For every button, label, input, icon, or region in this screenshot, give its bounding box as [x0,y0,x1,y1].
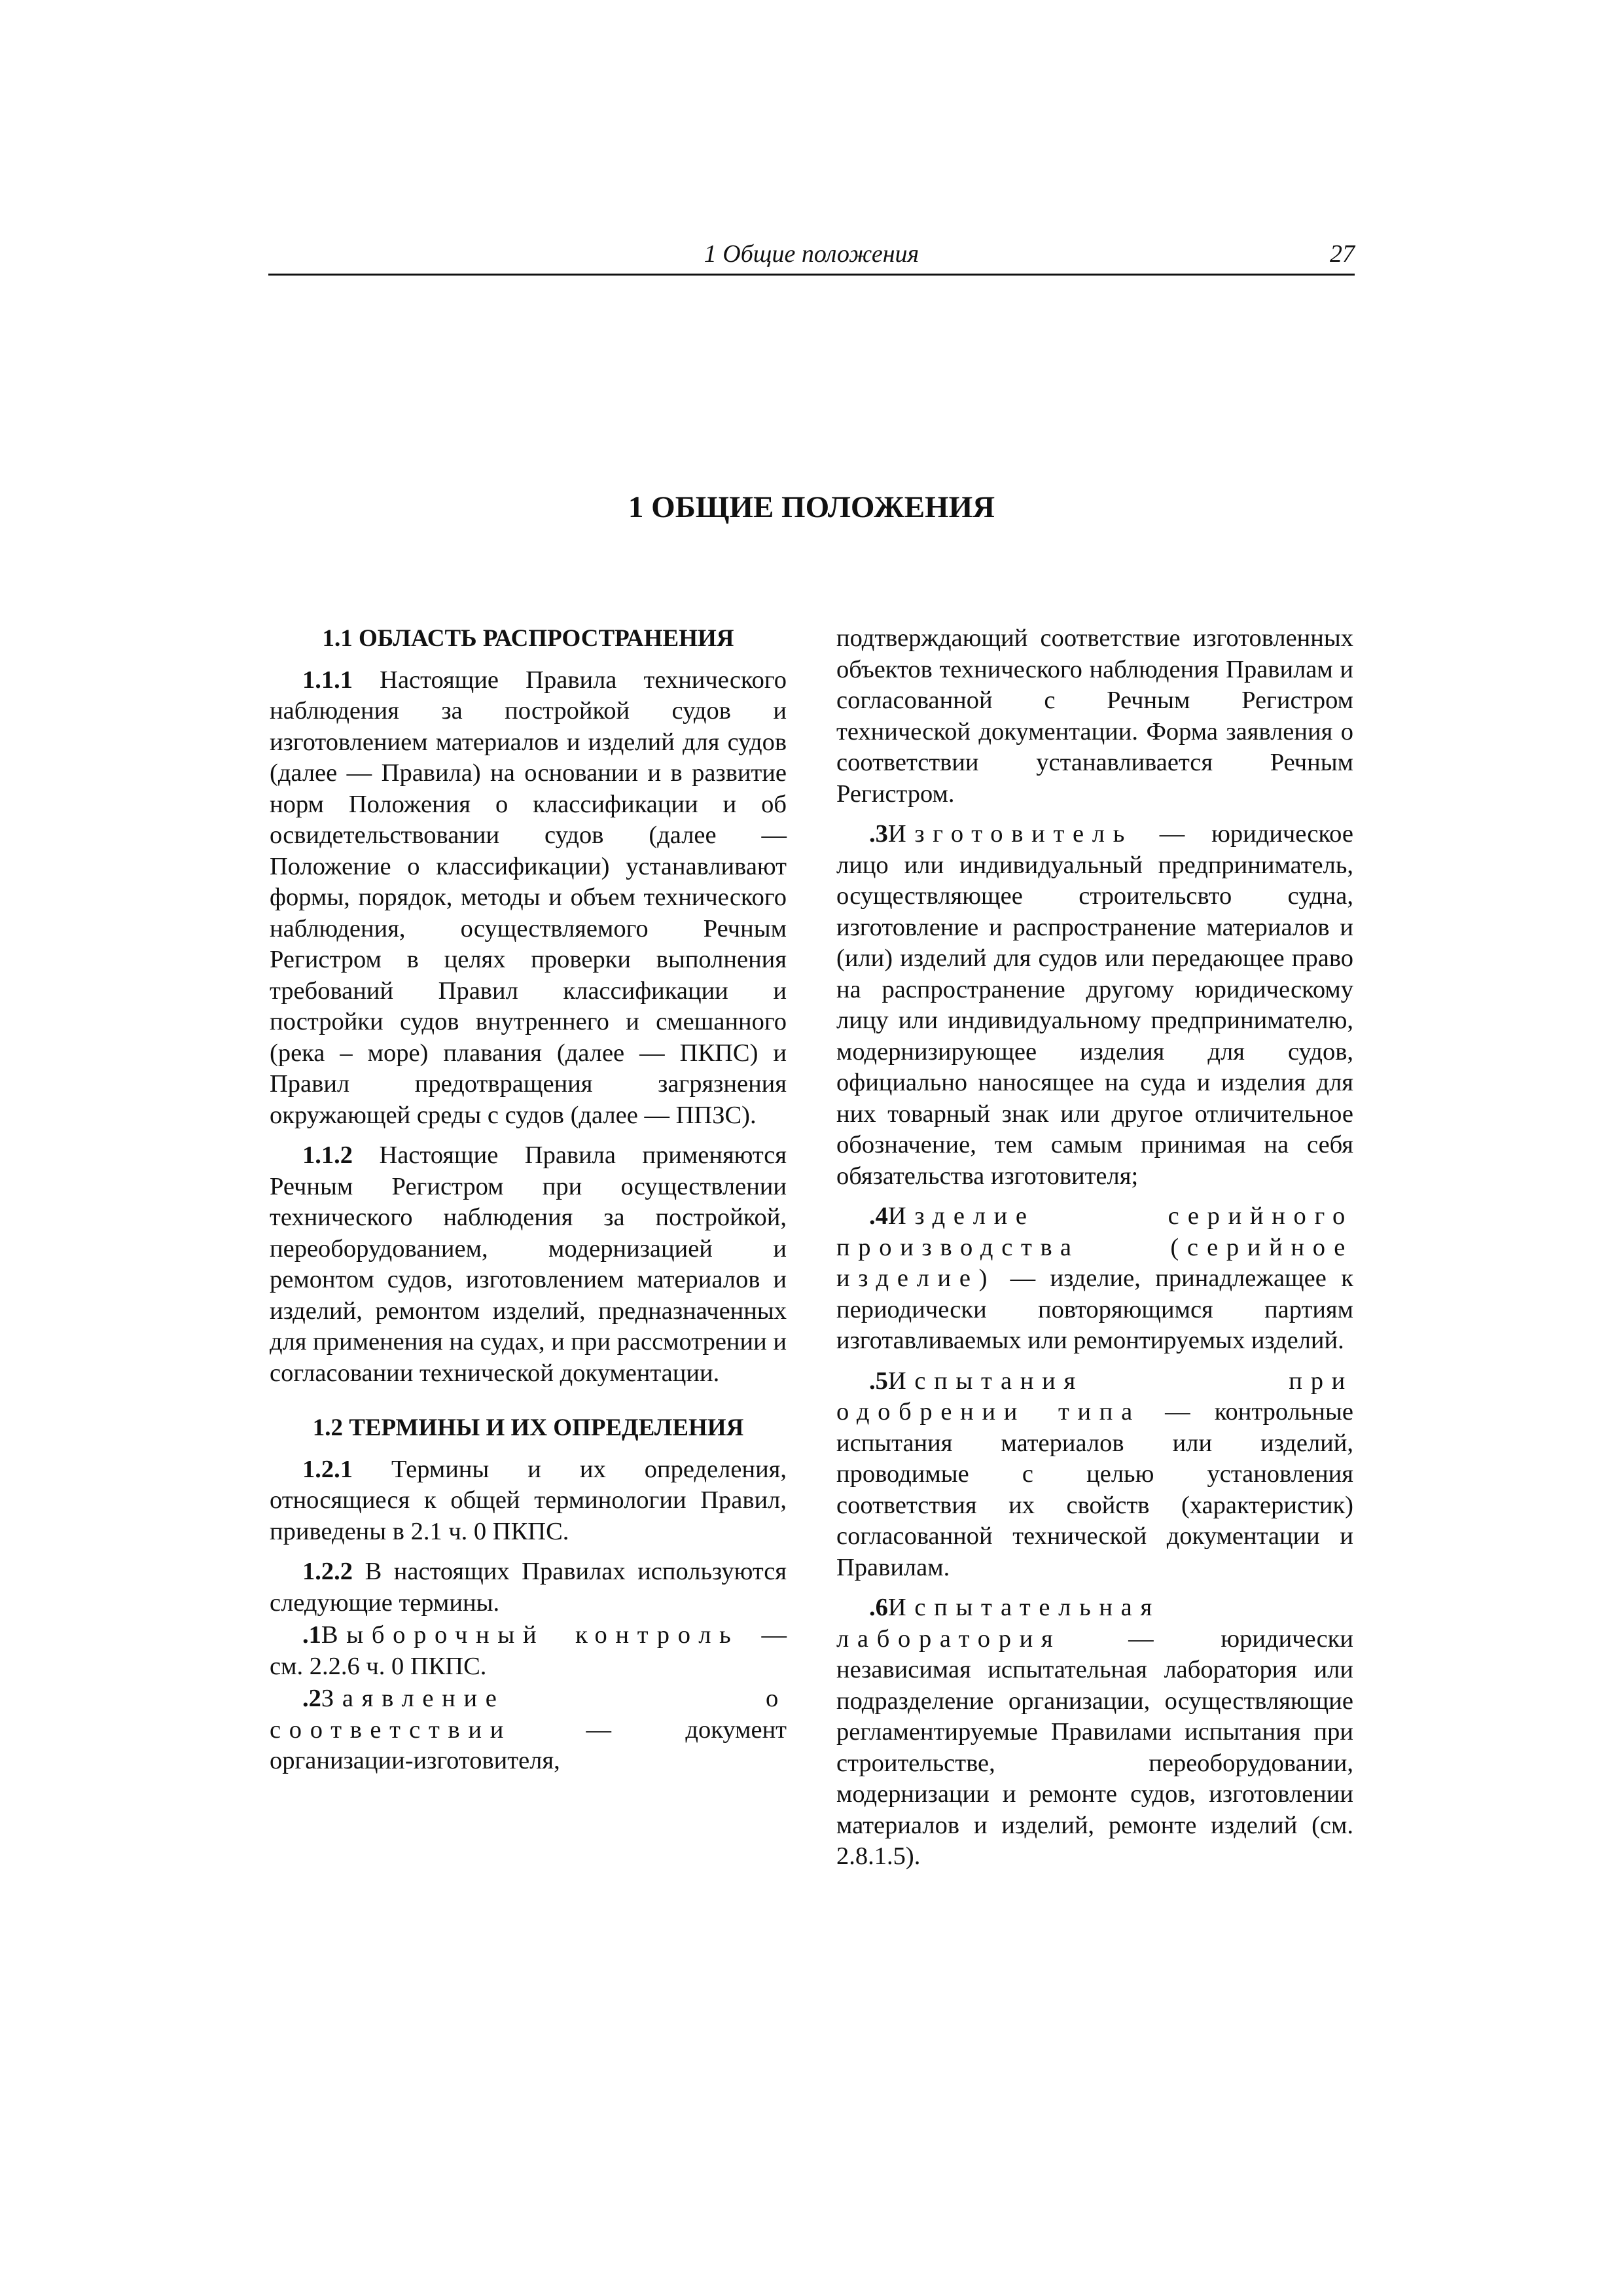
term-name: Испытательная лаборатория [836,1594,1160,1653]
term-definition: — юридическое лицо или индивидуальный предприниматель, осуществляющее строительсвто судна, изготовление и распространение материалов и (или) изделий для судов или передающее право на распространение другому юридическому лицу или индивидуальному предпринимателю, модернизирующее изделия для судов, официально наносящее на суда и изделия для них товарный знак или другое отличительное обозначение, тем самым принимая на себя обязательства изготовителя; [836,820,1353,1190]
left-column [270,623,787,1786]
term-item-3 [836,819,1353,1192]
paragraph-1-2-2 [270,1556,787,1619]
term-item-5 [836,1366,1353,1584]
term-item-2-continuation: подтверждающий соответствие изготовленных объектов технического наблюдения Правилам и согласованной с Речным Регистром технической документации. Форма заявления о соответствии устанавливается Речным Регистром. [836,624,1353,808]
term-item-1 [270,1620,787,1682]
term-item-6 [836,1592,1353,1873]
paragraph-text: Настоящие Правила применяются Речным Регистром при осуществлении технического наблюдения за постройкой, переоборудованием, модернизацией и ремонтом судов, изготовлением материалов и изделий, ремонтом изделий, предназначенных для применения на судах, и при рассмотрении и согласовании технической документации. [270,1141,787,1387]
running-header [268,237,1355,276]
chapter-title: 1 ОБЩИЕ ПОЛОЖЕНИЯ [628,490,995,524]
paragraph-text: Настоящие Правила технического наблюдения за постройкой судов и изготовлением материалов и изделий для судов (далее — Правила) на основании и в развитие норм Положения о классификации и об освидетельствовании судов (далее — Положение о классификации) устанавливают формы, порядок, методы и объем технического наблюдения, осуществляемого Речным Регистром в целях проверки выполнения требований Правил классификации и постройки судов внутреннего и смешанного (река – море) плавания (далее — ПКПС) и Правил предотвращения загрязнения окружающей среды с судов (далее — ППЗС). [270,666,787,1129]
term-number: .1 [302,1621,321,1649]
paragraph-number: 1.2.1 [302,1455,353,1483]
term-name: Испытания при одобрении типа [836,1367,1353,1426]
term-number: .6 [869,1594,888,1621]
page-number: 27 [1330,240,1355,268]
paragraph-text: Термины и их определения, относящиеся к общей терминологии Правил, приведены в 2.1 ч. 0 ПКПС. [270,1455,787,1545]
term-name: Выборочный контроль [321,1621,740,1649]
term-number: .4 [869,1202,888,1230]
term-name: Заявление о соответствии [270,1685,787,1744]
term-number: .5 [869,1367,888,1395]
paragraph-number: 1.2.2 [302,1558,353,1585]
right-column [836,623,1353,1882]
paragraph-number: 1.1.1 [302,666,353,694]
term-item-4 [836,1201,1353,1357]
running-title: 1 Общие положения [704,240,919,268]
term-definition: — контрольные испытания материалов или изделий, проводимые с целью установления соответствия их свойств (характеристик) согласованной технической документации и Правилам. [836,1398,1353,1581]
section-heading-1-1: 1.1 ОБЛАСТЬ РАСПРОСТРАНЕНИЯ [322,625,734,652]
term-item-2 [270,1683,787,1777]
paragraph-number: 1.1.2 [302,1141,353,1169]
term-number: .2 [302,1685,321,1712]
paragraph-1-2-1 [270,1454,787,1548]
term-definition: — юридически независимая испытательная лаборатория или подразделение организации, осуществляющие регламентируемые Правилами испытания при строительстве, переоборудовании, модернизации и ремонте судов, изготовлении материалов и изделий, ремонте изделий (см. 2.8.1.5). [836,1624,1353,1870]
paragraph-1-1-2 [270,1140,787,1389]
paragraph-text: В настоящих Правилах используются следующие термины. [270,1558,787,1617]
term-name: Изделие серийного производства (серийное изделие) [836,1202,1353,1292]
term-name: Изготовитель [887,820,1133,848]
term-definition: — изделие, принадлежащее к периодически повторяющимся партиям изготавливаемых или ремонтируемых изделий. [836,1265,1353,1354]
term-definition: — документ организации-изготовителя, [270,1715,787,1774]
section-heading-1-2: 1.2 ТЕРМИНЫ И ИХ ОПРЕДЕЛЕНИЯ [312,1414,744,1441]
term-number: .3 [869,820,888,848]
term-definition: — см. 2.2.6 ч. 0 ПКПС. [270,1621,787,1680]
paragraph-1-1-1 [270,665,787,1132]
